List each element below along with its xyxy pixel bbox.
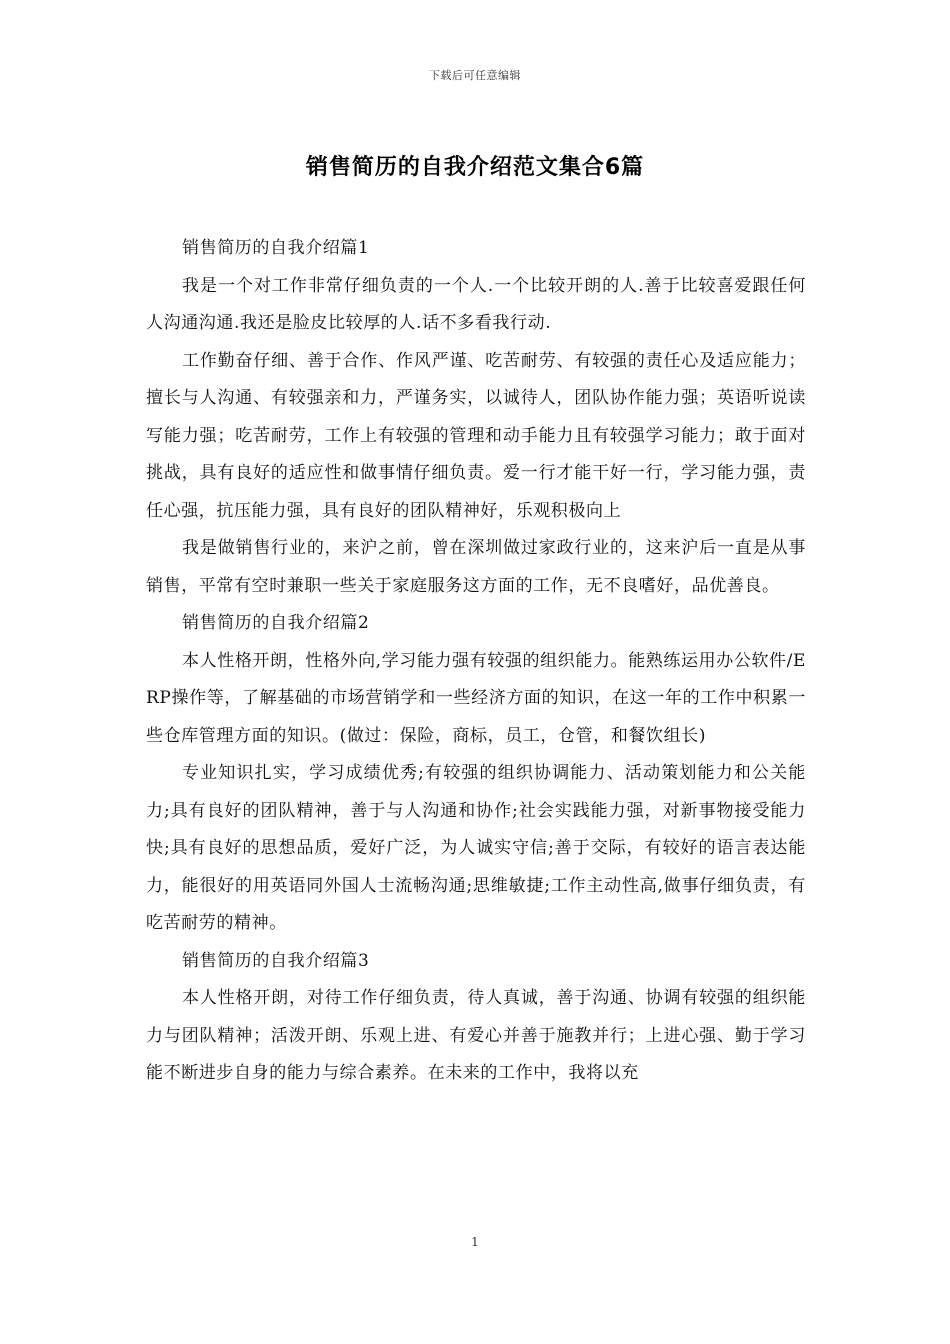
page-number: 1 <box>471 1235 479 1249</box>
paragraph: 专业知识扎实，学习成绩优秀;有较强的组织协调能力、活动策划能力和公关能力;具有良好的团队精神，善于与人沟通和协作;社会实践能力强，对新事物接受能力快;具有良好的思想品质，爱好广泛，为人诚实守信;善于交际，有较好的语言表达能力，能很好的用英语同外国人士流畅沟通;思维敏捷;工作主动性高,做事仔细负责，有吃苦耐劳的精神。 <box>146 763 806 933</box>
document-body <box>146 230 806 1093</box>
paragraph: 工作勤奋仔细、善于合作、作风严谨、吃苦耐劳、有较强的责任心及适应能力；擅长与人沟通、有较强亲和力，严谨务实，以诚待人，团队协作能力强；英语听说读写能力强；吃苦耐劳，工作上有较强的管理和动手能力且有较强学习能力；敢于面对挑战，具有良好的适应性和做事情仔细负责。爱一行才能干好一行，学习能力强，责任心强，抗压能力强，具有良好的团队精神好，乐观积极向上 <box>146 350 806 521</box>
header-note: 下载后可任意编辑 <box>429 69 521 82</box>
section-heading-3: 销售简历的自我介绍篇3 <box>182 950 370 971</box>
section-heading-2: 销售简历的自我介绍篇2 <box>182 613 370 633</box>
paragraph: 我是一个对工作非常仔细负责的一个人.一个比较开朗的人.善于比较喜爱跟任何人沟通沟通.我还是脸皮比较厚的人.话不多看我行动. <box>146 275 806 333</box>
paragraph: 我是做销售行业的，来沪之前，曾在深圳做过家政行业的，这来沪后一直是从事销售，平常有空时兼职一些关于家庭服务这方面的工作，无不良嗜好，品优善良。 <box>146 538 806 596</box>
paragraph: 本人性格开朗，性格外向,学习能力强有较强的组织能力。能熟练运用办公软件/ERP操作等，了解基础的市场营销学和一些经济方面的知识，在这一年的工作中积累一些仓库管理方面的知识。(做过：保险，商标，员工，仓管，和餐饮组长) <box>146 650 806 746</box>
section-heading-1: 销售简历的自我介绍篇1 <box>182 238 370 258</box>
document-title: 销售简历的自我介绍范文集合6篇 <box>305 155 645 180</box>
paragraph: 本人性格开朗，对待工作仔细负责，待人真诚，善于沟通、协调有较强的组织能力与团队精神；活泼开朗、乐观上进、有爱心并善于施教并行；上进心强、勤于学习能不断进步自身的能力与综合素养。在未来的工作中，我将以充 <box>146 988 806 1083</box>
